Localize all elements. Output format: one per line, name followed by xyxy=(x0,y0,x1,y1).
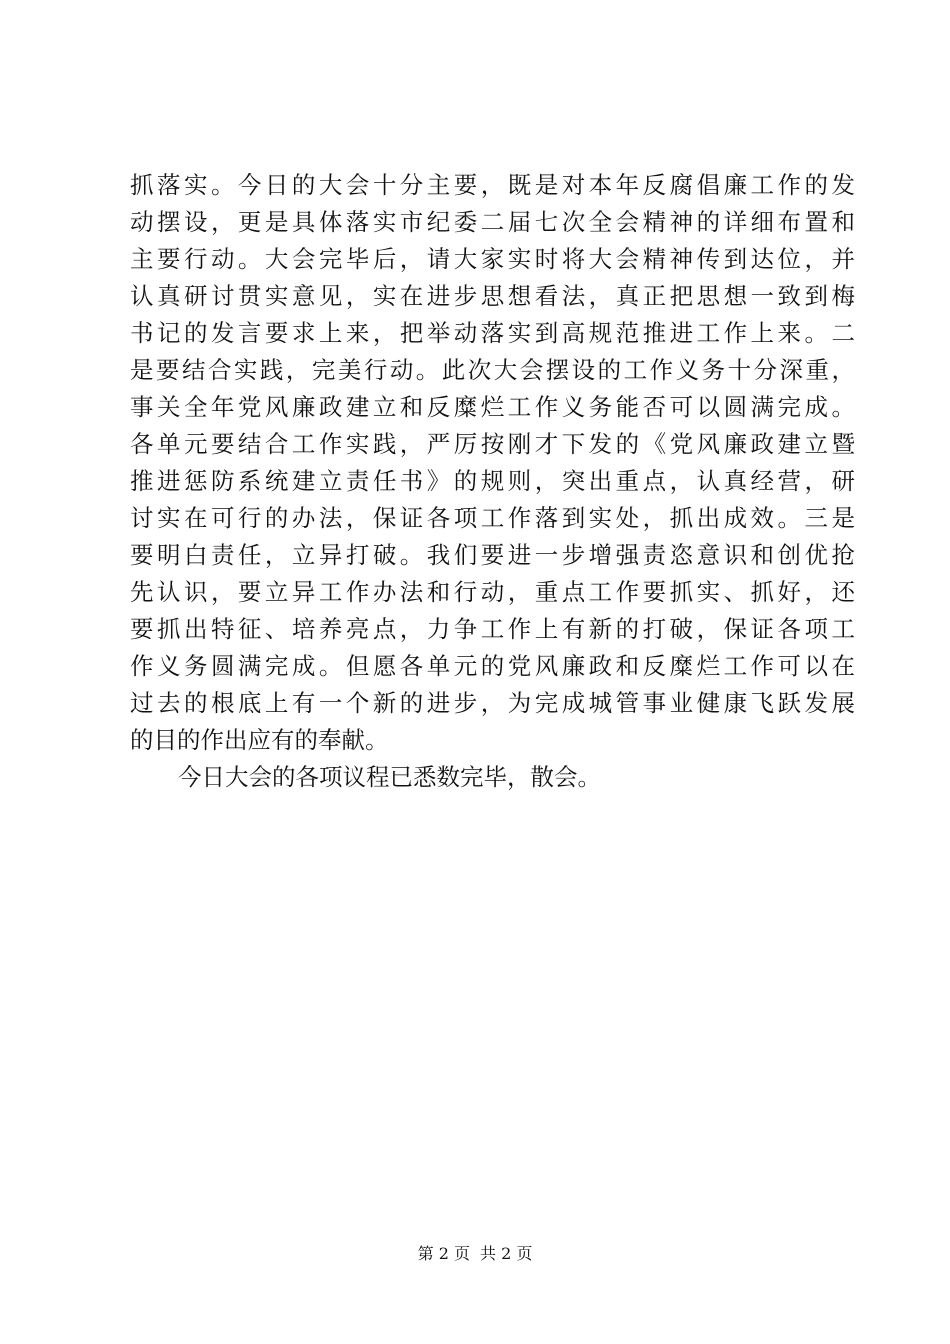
page-total-label: 共 2 页 xyxy=(480,1244,533,1263)
body-line: 书记的发言要求上来，把举动落实到高规范推进工作上来。二 xyxy=(130,319,855,347)
body-line: 推进惩防系统建立责任书》的规则，突出重点，认真经营，研 xyxy=(130,467,855,495)
body-line: 是要结合实践，完美行动。此次大会摆设的工作义务十分深重， xyxy=(130,356,855,384)
body-line: 的目的作出应有的奉献。 xyxy=(130,726,389,754)
body-line: 事关全年党风廉政建立和反糜烂工作义务能否可以圆满完成。 xyxy=(130,393,855,421)
body-line: 讨实在可行的办法，保证各项工作落到实处，抓出成效。三是 xyxy=(130,504,855,532)
body-line: 动摆设，更是具体落实市纪委二届七次全会精神的详细布置和 xyxy=(130,208,855,236)
body-line: 先认识，要立异工作办法和行动，重点工作要抓实、抓好，还 xyxy=(130,578,855,606)
body-line: 过去的根底上有一个新的进步，为完成城管事业健康飞跃发展 xyxy=(130,689,855,717)
closing-paragraph: 今日大会的各项议程已悉数完毕，散会。 xyxy=(178,763,601,791)
body-line: 抓落实。今日的大会十分主要，既是对本年反腐倡廉工作的发 xyxy=(130,171,855,199)
body-line: 认真研讨贯实意见，实在进步思想看法，真正把思想一致到梅 xyxy=(130,282,855,310)
page-footer xyxy=(0,1243,950,1265)
body-line: 要抓出特征、培养亮点，力争工作上有新的打破，保证各项工 xyxy=(130,615,855,643)
body-line: 作义务圆满完成。但愿各单元的党风廉政和反糜烂工作可以在 xyxy=(130,652,855,680)
body-line: 各单元要结合工作实践，严厉按刚才下发的《党风廉政建立暨 xyxy=(130,430,855,458)
document-body xyxy=(130,167,855,796)
body-line: 主要行动。大会完毕后，请大家实时将大会精神传到达位，并 xyxy=(130,245,855,273)
page-number-label: 第 2 页 xyxy=(417,1244,470,1263)
body-line: 要明白责任，立异打破。我们要进一步增强责恣意识和创优抢 xyxy=(130,541,855,569)
